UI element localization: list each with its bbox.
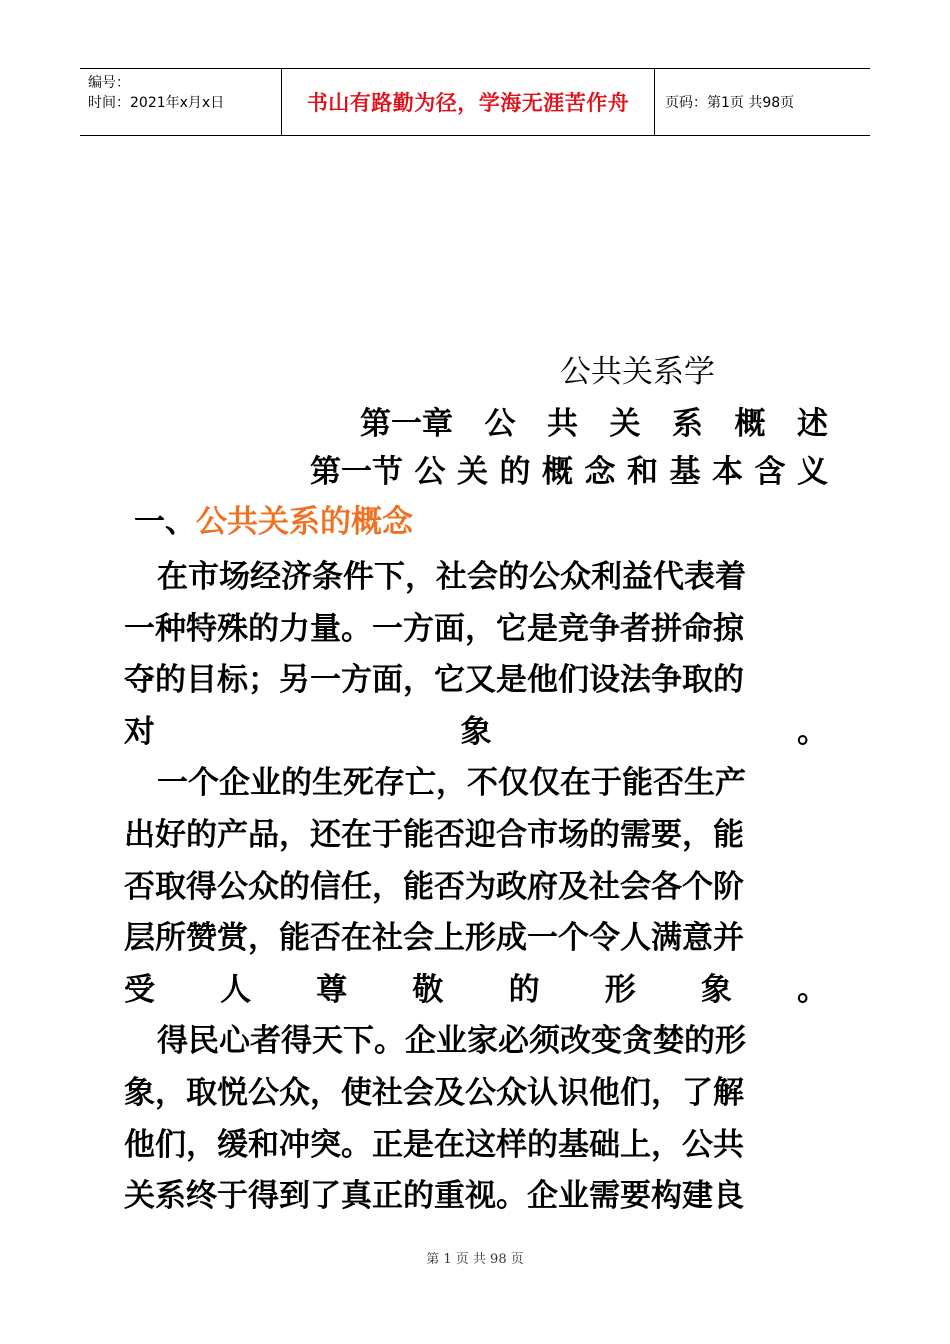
section-heading <box>310 452 828 492</box>
char: 的 <box>508 971 540 1008</box>
subheading <box>134 502 413 542</box>
subheading-number: 一、 <box>134 504 196 540</box>
section-part: 的 <box>499 454 531 490</box>
chapter-part: 概 <box>734 406 766 442</box>
text-line: 得民心者得天下。企业家必须改变贪婪的形 <box>157 1023 746 1060</box>
text-line: 出好的产品，还在于能否迎合市场的需要，能 <box>124 816 744 853</box>
text-line: 关系终于得到了真正的重视。企业需要构建良 <box>124 1178 744 1215</box>
page-info: 页码：第1页 共98页 <box>665 95 795 111</box>
subheading-text: 公共关系的概念 <box>196 504 413 540</box>
text-line: 否取得公众的信任，能否为政府及社会各个阶 <box>124 868 744 905</box>
text-line: 一个企业的生死存亡，不仅仅在于能否生产 <box>157 765 746 802</box>
section-part: 含 <box>754 454 786 490</box>
chapter-heading <box>360 404 828 444</box>
text-line: 夺的目标；另一方面，它又是他们设法争取的 <box>124 662 744 699</box>
char: 象 <box>460 713 492 750</box>
char: 尊 <box>316 971 348 1008</box>
char: 形 <box>604 971 636 1008</box>
chapter-part: 关 <box>609 406 641 442</box>
text-line: 一种特殊的力量。一方面，它是竞争者拼命掠 <box>124 610 744 647</box>
char: 敬 <box>412 971 444 1008</box>
text-line: 层所赞赏，能否在社会上形成一个令人满意并 <box>124 920 744 957</box>
text-line-justified <box>124 707 828 759</box>
char: 象 <box>700 971 732 1008</box>
section-part: 第一节 <box>310 454 403 490</box>
char: 对 <box>124 713 155 750</box>
section-part: 关 <box>457 454 488 490</box>
body-text <box>124 552 828 1223</box>
header-meta-cell <box>80 69 282 135</box>
chapter-part: 公 <box>484 406 516 442</box>
document-title: 公共关系学 <box>560 354 715 390</box>
document-header <box>80 68 870 136</box>
header-page-cell <box>655 69 870 135</box>
text-line: 他们，缓和冲突。正是在这样的基础上，公共 <box>124 1126 744 1163</box>
section-part: 本 <box>712 454 743 490</box>
chapter-part: 述 <box>797 406 828 442</box>
section-part: 念 <box>584 454 616 490</box>
header-motto-cell <box>282 69 655 135</box>
char: 。 <box>797 713 828 750</box>
section-part: 和 <box>627 454 658 490</box>
number-label: 编号： <box>88 75 130 91</box>
page-footer: 第 1 页 共 98 页 <box>426 1252 524 1267</box>
char: 人 <box>220 971 252 1008</box>
section-part: 概 <box>542 454 573 490</box>
text-line-justified <box>124 965 828 1017</box>
chapter-part: 系 <box>672 406 703 442</box>
text-line: 象，取悦公众，使社会及公众认识他们，了解 <box>124 1074 744 1111</box>
chapter-part: 第一章 <box>360 406 453 442</box>
text-line: 在市场经济条件下，社会的公众利益代表着 <box>157 559 746 595</box>
chapter-part: 共 <box>547 406 578 442</box>
char: 。 <box>796 971 828 1008</box>
section-part: 义 <box>797 454 828 490</box>
section-part: 基 <box>669 454 701 490</box>
time-label: 时间：2021年x月x日 <box>88 95 225 111</box>
motto-text: 书山有路勤为径，学海无涯苦作舟 <box>306 90 630 115</box>
char: 受 <box>124 971 155 1008</box>
section-part: 公 <box>414 454 446 490</box>
